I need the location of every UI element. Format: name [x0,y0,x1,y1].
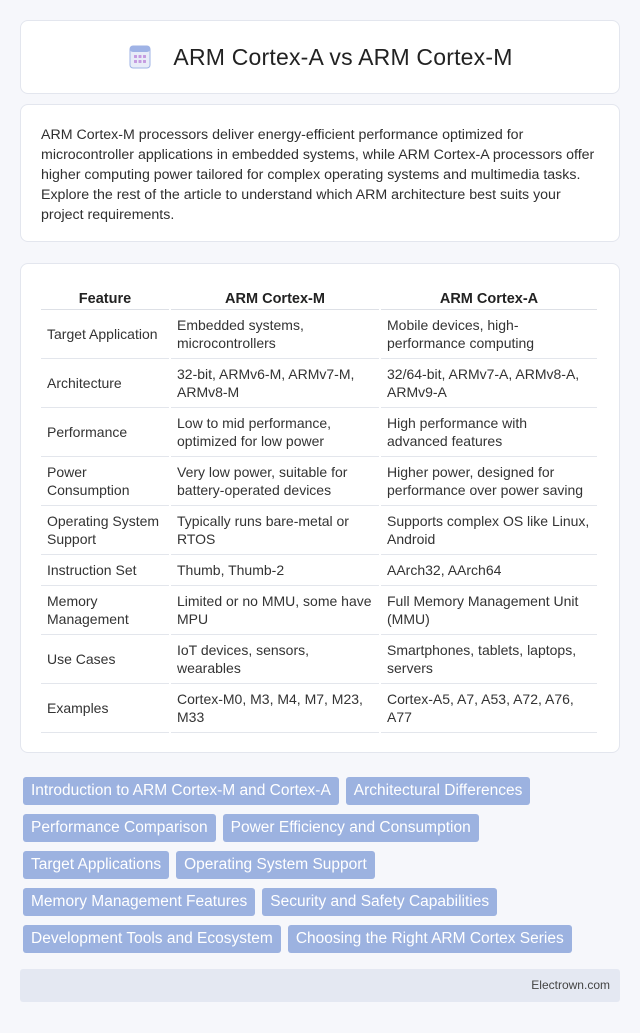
feature-cell: Target Application [41,310,169,359]
cortex-m-cell: Limited or no MMU, some have MPU [171,586,379,635]
feature-cell: Power Consumption [41,457,169,506]
cortex-a-cell: High performance with advanced features [381,408,597,457]
cortex-m-cell: IoT devices, sensors, wearables [171,635,379,684]
cortex-m-cell: Cortex-M0, M3, M4, M7, M23, M33 [171,684,379,733]
topic-link[interactable]: Operating System Support [176,851,375,879]
feature-cell: Examples [41,684,169,733]
title-card [20,20,620,94]
topic-link[interactable]: Performance Comparison [23,814,216,842]
cortex-m-cell: 32-bit, ARMv6-M, ARMv7-M, ARMv8-M [171,359,379,408]
table-row [41,408,597,457]
cortex-a-cell: Higher power, designed for performance over power saving [381,457,597,506]
link-row [23,888,617,916]
cortex-m-cell: Very low power, suitable for battery-operated devices [171,457,379,506]
cortex-a-cell: Full Memory Management Unit (MMU) [381,586,597,635]
table-row [41,457,597,506]
cortex-a-cell: 32/64-bit, ARMv7-A, ARMv8-A, ARMv9-A [381,359,597,408]
table-row [41,635,597,684]
topic-link[interactable]: Security and Safety Capabilities [262,888,497,916]
feature-cell: Architecture [41,359,169,408]
feature-cell: Memory Management [41,586,169,635]
table-row [41,359,597,408]
cortex-m-cell: Thumb, Thumb-2 [171,555,379,586]
cortex-a-cell: Smartphones, tablets, laptops, servers [381,635,597,684]
topic-link[interactable]: Choosing the Right ARM Cortex Series [288,925,572,953]
topic-link[interactable]: Power Efficiency and Consumption [223,814,479,842]
topic-link[interactable]: Target Applications [23,851,169,879]
link-row [23,777,617,805]
cortex-m-cell: Embedded systems, microcontrollers [171,310,379,359]
link-row [23,925,617,953]
comparison-table [39,284,599,733]
table-row [41,586,597,635]
header-cortex-m: ARM Cortex-M [171,284,379,310]
topic-link[interactable]: Architectural Differences [346,777,531,805]
document-grid-icon [127,44,153,70]
cortex-a-cell: Cortex-A5, A7, A53, A72, A76, A77 [381,684,597,733]
feature-cell: Use Cases [41,635,169,684]
table-row [41,506,597,555]
link-row [23,814,617,842]
intro-paragraph: ARM Cortex-M processors deliver energy-efficient performance optimized for microcontroller applications in embedded systems, while ARM Cortex-A processors offer higher computing power tailored for complex operating systems and multimedia tasks. Explore the rest of the article to understand which ARM architecture best suits your project requirements. [41,127,595,223]
table-header-row [41,284,597,310]
header-feature: Feature [41,284,169,310]
cortex-a-cell: Supports complex OS like Linux, Android [381,506,597,555]
footer-site-name[interactable]: Electrown.com [531,978,610,992]
table-row [41,684,597,733]
link-row [23,851,617,879]
cortex-m-cell: Typically runs bare-metal or RTOS [171,506,379,555]
cortex-a-cell: AArch32, AArch64 [381,555,597,586]
topic-links [23,777,617,962]
feature-cell: Operating System Support [41,506,169,555]
table-row [41,310,597,359]
intro-card [20,104,620,242]
footer [20,969,620,1002]
header-cortex-a: ARM Cortex-A [381,284,597,310]
page-title: ARM Cortex-A vs ARM Cortex-M [173,43,513,70]
cortex-a-cell: Mobile devices, high-performance computing [381,310,597,359]
table-row [41,555,597,586]
feature-cell: Performance [41,408,169,457]
topic-link[interactable]: Development Tools and Ecosystem [23,925,281,953]
feature-cell: Instruction Set [41,555,169,586]
topic-link[interactable]: Introduction to ARM Cortex-M and Cortex-A [23,777,339,805]
cortex-m-cell: Low to mid performance, optimized for low power [171,408,379,457]
topic-link[interactable]: Memory Management Features [23,888,255,916]
comparison-table-card [20,263,620,753]
